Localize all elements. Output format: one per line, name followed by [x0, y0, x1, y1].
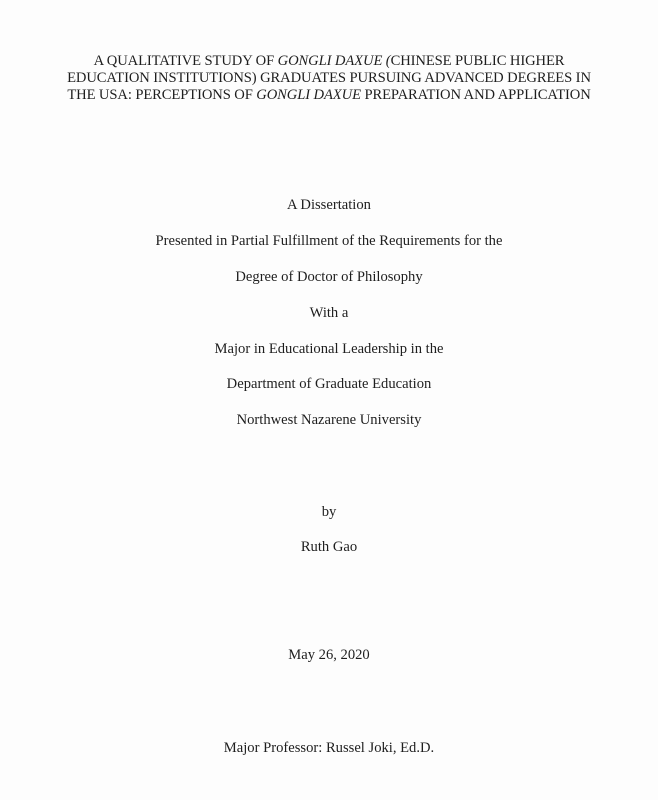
- title-text: PREPARATION AND APPLICATION: [360, 87, 591, 103]
- title-line-1: [20, 53, 638, 70]
- by-label: by: [321, 504, 337, 520]
- title-text: CHINESE PUBLIC HIGHER: [390, 53, 565, 69]
- title-text-italic: GONGLI DAXUE (: [277, 53, 391, 69]
- fulfillment-statement: Presented in Partial Fulfillment of the Requirements for the: [155, 233, 503, 249]
- major-field: Major in Educational Leadership in the: [214, 341, 444, 357]
- title-line-2: [20, 70, 638, 87]
- title-text: THE USA: PERCEPTIONS OF: [67, 87, 257, 103]
- title-text: EDUCATION INSTITUTIONS) GRADUATES PURSUING ADVANCED DEGREES IN: [67, 70, 591, 86]
- title-text-italic: GONGLI DAXUE: [256, 87, 361, 103]
- title-text: A QUALITATIVE STUDY OF: [93, 53, 278, 69]
- degree-name: Degree of Doctor of Philosophy: [235, 269, 423, 285]
- dissertation-title: [20, 53, 638, 104]
- major-professor: Major Professor: Russel Joki, Ed.D.: [223, 740, 435, 756]
- department-name: Department of Graduate Education: [226, 376, 432, 392]
- university-name: Northwest Nazarene University: [236, 412, 422, 428]
- author-name: Ruth Gao: [300, 539, 358, 555]
- submission-date: May 26, 2020: [288, 647, 370, 663]
- document-type: A Dissertation: [287, 197, 371, 213]
- with-a-text: With a: [309, 305, 349, 321]
- title-line-3: [20, 87, 638, 104]
